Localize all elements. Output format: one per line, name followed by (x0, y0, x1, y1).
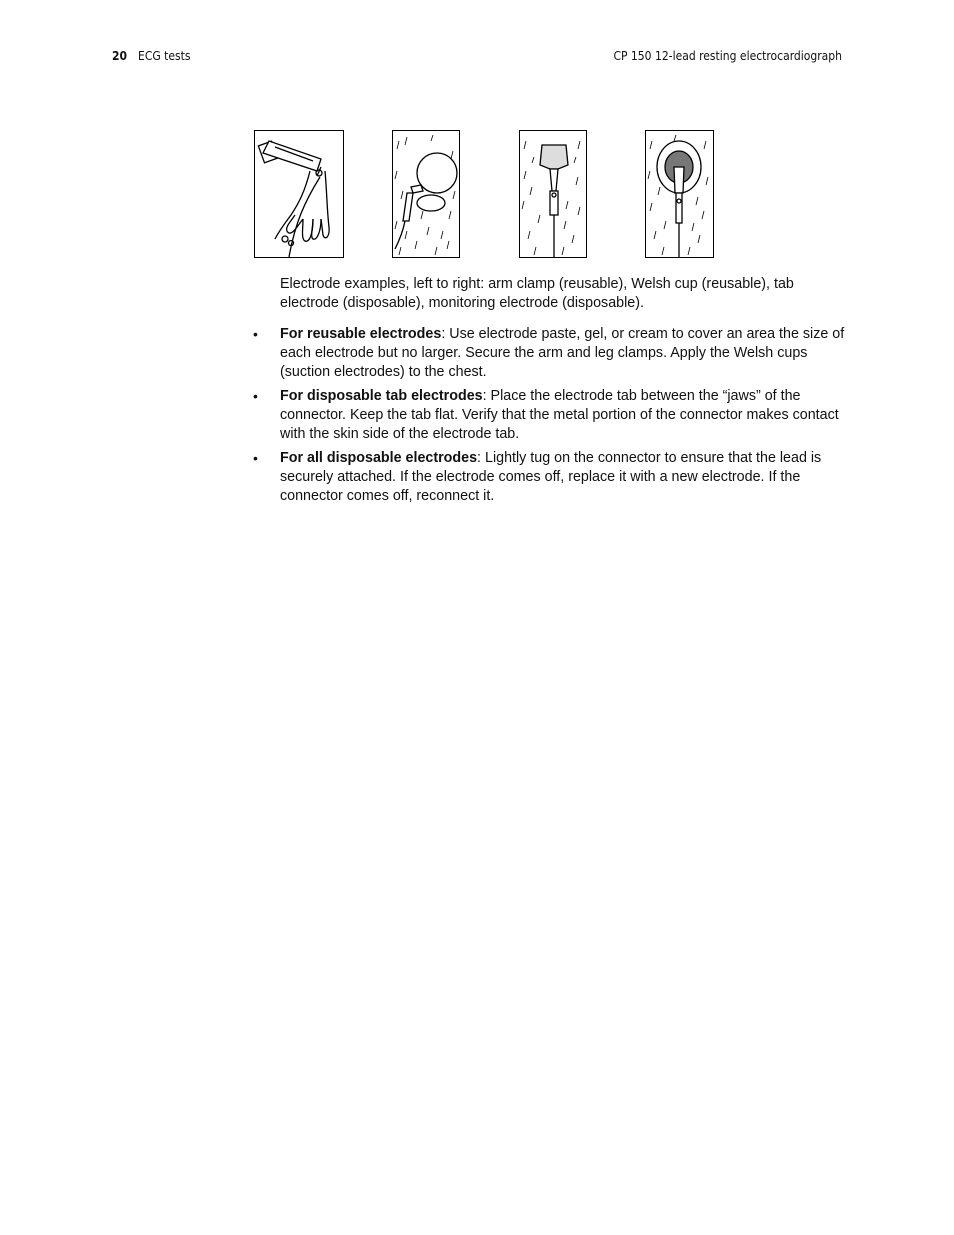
list-item-term: For reusable electrodes (280, 326, 442, 342)
arm-clamp-illustration (254, 130, 344, 258)
list-item (252, 387, 846, 444)
welsh-cup-illustration (392, 130, 460, 258)
list-item-text: : Lightly tug on the connector to ensure that the lead is securely attached. If the electrode comes off, replace it with a new electrode. If the connector comes off, reconnect it. (280, 450, 822, 504)
page-header (0, 49, 954, 67)
page-number: 20 (112, 49, 128, 63)
list-item-term: For all disposable electrodes (280, 450, 478, 466)
bullet-marker: • (253, 326, 258, 342)
instruction-list (252, 325, 846, 511)
monitoring-electrode-illustration (645, 130, 714, 258)
bullet-marker: • (253, 450, 258, 466)
list-item-text: : Place the electrode tab between the “jaws” of the connector. Keep the tab flat. Verify that the metal portion of the connector makes contact with the skin side of the electrode tab. (280, 388, 839, 442)
list-item (252, 325, 846, 382)
tab-electrode-illustration (519, 130, 587, 258)
section-name: ECG tests (138, 49, 191, 63)
figure-caption: Electrode examples, left to right: arm clamp (reusable), Welsh cup (reusable), tab electrode (disposable), monitoring electrode (disposable). (280, 276, 794, 311)
list-item-term: For disposable tab electrodes (280, 388, 483, 404)
list-item (252, 449, 846, 506)
bullet-marker: • (253, 388, 258, 404)
electrode-figures (0, 130, 954, 260)
list-item-text: : Use electrode paste, gel, or cream to cover an area the size of each electrode but no larger. Secure the arm and leg clamps. Apply the Welsh cups (suction electrodes) to the chest. (280, 326, 845, 380)
document-title: CP 150 12-lead resting electrocardiograph (613, 49, 842, 63)
